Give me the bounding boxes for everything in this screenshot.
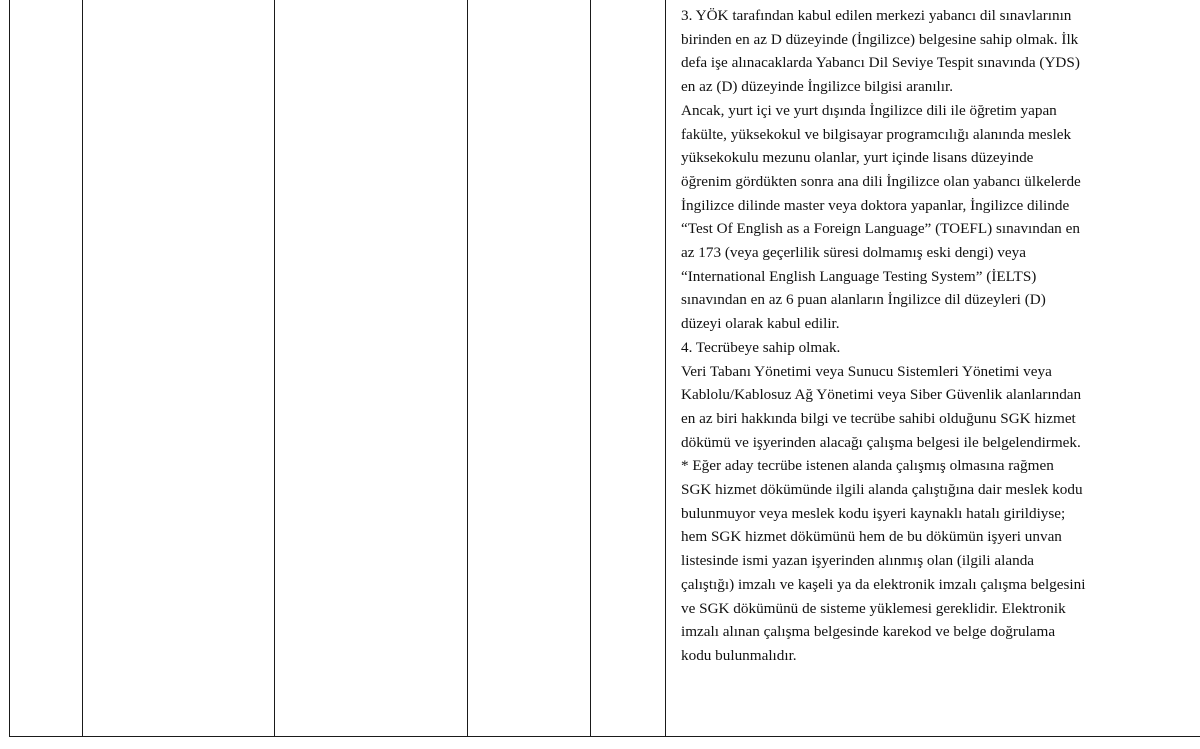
requirement-line: 4. Tecrübeye sahip olmak. <box>681 338 841 356</box>
empty-cell-2 <box>83 0 275 737</box>
requirement-line: öğrenim gördükten sonra ana dili İngilizce olan yabancı ülkelerde <box>681 172 1081 190</box>
requirement-line: SGK hizmet dökümünde ilgili alanda çalıştığına dair meslek kodu <box>681 481 1083 499</box>
empty-cell-5 <box>591 0 666 737</box>
requirement-line: defa işe alınacaklarda Yabancı Dil Seviye Tespit sınavında (YDS) <box>681 54 1080 72</box>
requirement-line: düzeyi olarak kabul edilir. <box>681 315 840 333</box>
requirement-line: en az biri hakkında bilgi ve tecrübe sahibi olduğunu SGK hizmet <box>681 409 1076 427</box>
requirement-line: listesinde ismi yazan işyerinden alınmış olan (ilgili alanda <box>681 552 1035 570</box>
table-row <box>10 0 1200 737</box>
empty-cell-3 <box>275 0 468 737</box>
requirements-cell <box>666 0 1200 737</box>
requirement-line: kodu bulunmalıdır. <box>681 646 797 664</box>
requirement-line: ve SGK dökümünü de sisteme yüklemesi gereklidir. Elektronik <box>681 599 1066 617</box>
empty-cell-1 <box>10 0 83 737</box>
requirement-line: dökümü ve işyerinden alacağı çalışma belgesi ile belgelendirmek. <box>681 433 1081 451</box>
requirement-line: “Test Of English as a Foreign Language” (TOEFL) sınavından en <box>681 220 1080 238</box>
requirement-line: fakülte, yüksekokul ve bilgisayar programcılığı alanında meslek <box>681 125 1072 143</box>
requirement-line: * Eğer aday tecrübe istenen alanda çalışmış olmasına rağmen <box>681 457 1054 475</box>
requirement-line: Kablolu/Kablosuz Ağ Yönetimi veya Siber Güvenlik alanlarından <box>681 386 1082 404</box>
empty-cell-4 <box>468 0 591 737</box>
requirement-line: çalıştığı) imzalı ve kaşeli ya da elektronik imzalı çalışma belgesini <box>681 575 1086 593</box>
requirement-line: bulunmuyor veya meslek kodu işyeri kaynaklı hatalı girildiyse; <box>681 504 1066 522</box>
requirement-line: az 173 (veya geçerlilik süresi dolmamış eski dengi) veya <box>681 244 1026 262</box>
requirement-line: sınavından en az 6 puan alanların İngilizce dil düzeyleri (D) <box>681 291 1046 309</box>
requirements-table <box>9 0 1200 737</box>
requirement-line: yüksekokulu mezunu olanlar, yurt içinde lisans düzeyinde <box>681 149 1034 167</box>
requirement-line: Ancak, yurt içi ve yurt dışında İngilizce dili ile öğretim yapan <box>681 101 1057 119</box>
requirement-line: İngilizce dilinde master veya doktora yapanlar, İngilizce dilinde <box>681 196 1070 214</box>
requirement-line: birinden en az D düzeyinde (İngilizce) belgesine sahip olmak. İlk <box>681 30 1079 48</box>
requirement-line: Veri Tabanı Yönetimi veya Sunucu Sistemleri Yönetimi veya <box>681 362 1052 380</box>
requirement-line: hem SGK hizmet dökümünü hem de bu dökümün işyeri unvan <box>681 528 1062 546</box>
requirement-line: “International English Language Testing System” (İELTS) <box>681 267 1037 285</box>
requirement-line: en az (D) düzeyinde İngilizce bilgisi aranılır. <box>681 78 954 96</box>
requirement-line: 3. YÖK tarafından kabul edilen merkezi yabancı dil sınavlarının <box>681 7 1072 24</box>
requirement-line: imzalı alınan çalışma belgesinde karekod ve belge doğrulama <box>681 623 1056 641</box>
